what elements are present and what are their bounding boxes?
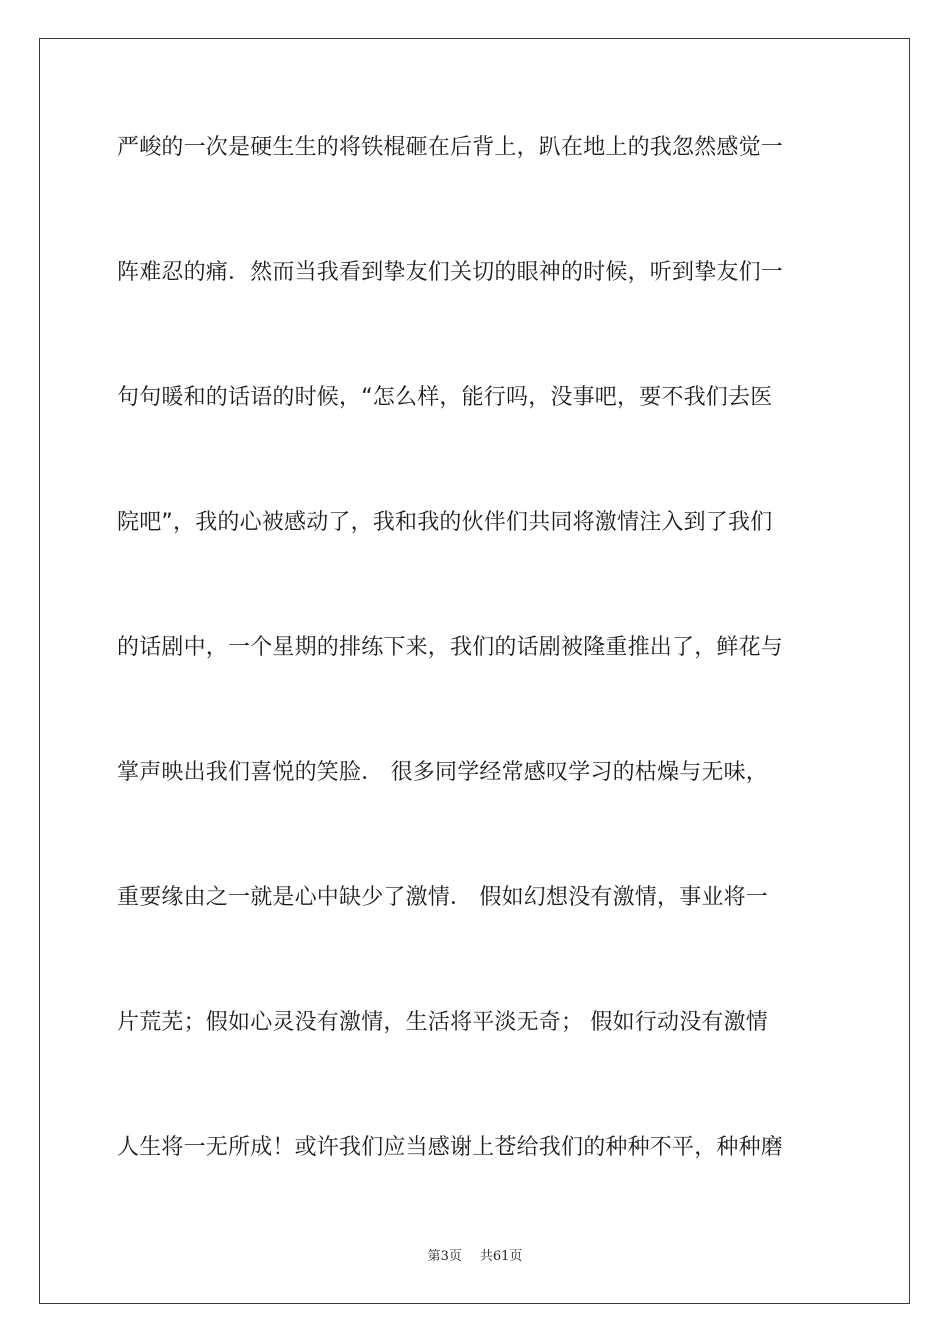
page-footer xyxy=(0,1245,950,1264)
page-number: 第3页 xyxy=(427,1249,462,1264)
text-line-3: 句句暖和的话语的时候，“怎么样，能行吗，没事吧，要不我们去医 xyxy=(117,385,773,410)
text-line-8: 片荒芜；假如心灵没有激情，生活将平淡无奇； 假如行动没有激情 xyxy=(117,1010,768,1035)
text-line-1: 严峻的一次是硬生生的将铁棍砸在后背上，趴在地上的我忽然感觉一 xyxy=(117,135,784,160)
text-line-5: 的话剧中，一个星期的排练下来，我们的话剧被隆重推出了，鲜花与 xyxy=(117,635,784,660)
text-line-9: 人生将一无所成！或许我们应当感谢上苍给我们的种种不平，种种磨 xyxy=(117,1135,784,1160)
page-border xyxy=(39,38,910,1304)
text-line-7: 重要缘由之一就是心中缺少了激情． 假如幻想没有激情，事业将一 xyxy=(117,885,768,910)
text-line-6: 掌声映出我们喜悦的笑脸． 很多同学经常感叹学习的枯燥与无味， xyxy=(117,760,768,785)
text-line-4: 院吧”，我的心被感动了，我和我的伙伴们共同将激情注入到了我们 xyxy=(117,510,773,535)
text-line-2: 阵难忍的痛．然而当我看到挚友们关切的眼神的时候，听到挚友们一 xyxy=(117,260,784,285)
page-total: 共61页 xyxy=(479,1249,523,1264)
